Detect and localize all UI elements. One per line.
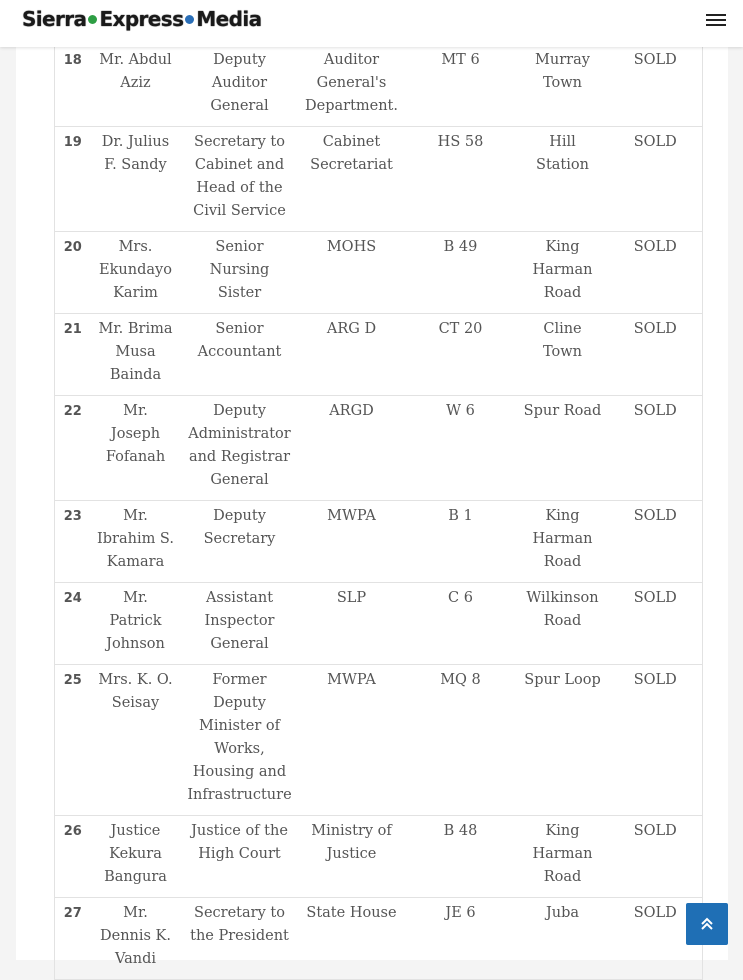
name-cell: Mr. Patrick Johnson: [91, 583, 181, 665]
position-cell: Justice of the High Court: [181, 816, 299, 898]
records-table: [54, 44, 703, 980]
name-cell: Mr. Dennis K. Vandi: [91, 898, 181, 980]
logo-dot-blue: [185, 15, 194, 24]
row-number: 26: [55, 816, 91, 898]
status-cell: SOLD: [609, 396, 703, 501]
row-number: 18: [55, 45, 91, 127]
location-cell: Spur Road: [517, 396, 609, 501]
site-header: [0, 0, 743, 47]
location-cell: King Harman Road: [517, 501, 609, 583]
row-number: 27: [55, 898, 91, 980]
location-cell: Cline Town: [517, 314, 609, 396]
plot-cell: C 6: [405, 583, 517, 665]
position-cell: Secretary to Cabinet and Head of the Civil Service: [181, 127, 299, 232]
location-cell: King Harman Road: [517, 816, 609, 898]
department-cell: SLP: [299, 583, 405, 665]
plot-cell: B 48: [405, 816, 517, 898]
department-cell: State House: [299, 898, 405, 980]
table-row: [55, 232, 703, 314]
row-number: 25: [55, 665, 91, 816]
name-cell: Mrs. K. O. Seisay: [91, 665, 181, 816]
plot-cell: B 49: [405, 232, 517, 314]
department-cell: Auditor General's Department.: [299, 45, 405, 127]
plot-cell: MT 6: [405, 45, 517, 127]
table-row: [55, 45, 703, 127]
table-row: [55, 898, 703, 980]
position-cell: Assistant Inspector General: [181, 583, 299, 665]
logo-text-media: Media: [196, 7, 262, 31]
location-cell: Juba: [517, 898, 609, 980]
table-body: [55, 45, 703, 980]
name-cell: Mrs. Ekundayo Karim: [91, 232, 181, 314]
department-cell: Cabinet Secretariat: [299, 127, 405, 232]
row-number: 20: [55, 232, 91, 314]
plot-cell: MQ 8: [405, 665, 517, 816]
status-cell: SOLD: [609, 45, 703, 127]
location-cell: Hill Station: [517, 127, 609, 232]
status-cell: SOLD: [609, 816, 703, 898]
name-cell: Dr. Julius F. Sandy: [91, 127, 181, 232]
plot-cell: B 1: [405, 501, 517, 583]
position-cell: Senior Accountant: [181, 314, 299, 396]
scroll-to-top-button[interactable]: [686, 903, 728, 945]
location-cell: Murray Town: [517, 45, 609, 127]
status-cell: SOLD: [609, 127, 703, 232]
site-logo[interactable]: [22, 6, 262, 32]
table-row: [55, 127, 703, 232]
position-cell: Secretary to the President: [181, 898, 299, 980]
row-number: 24: [55, 583, 91, 665]
article-content: [16, 0, 728, 967]
department-cell: Ministry of Justice: [299, 816, 405, 898]
location-cell: King Harman Road: [517, 232, 609, 314]
department-cell: ARGD: [299, 396, 405, 501]
plot-cell: JE 6: [405, 898, 517, 980]
status-cell: SOLD: [609, 232, 703, 314]
table-row: [55, 314, 703, 396]
status-cell: SOLD: [609, 583, 703, 665]
status-cell: SOLD: [609, 501, 703, 583]
department-cell: MWPA: [299, 665, 405, 816]
table-row: [55, 501, 703, 583]
name-cell: Mr. Abdul Aziz: [91, 45, 181, 127]
name-cell: Mr. Ibrahim S. Kamara: [91, 501, 181, 583]
row-number: 21: [55, 314, 91, 396]
position-cell: Former Deputy Minister of Works, Housing and Infrastructure: [181, 665, 299, 816]
logo-dot-green: [88, 15, 97, 24]
position-cell: Deputy Auditor General: [181, 45, 299, 127]
name-cell: Mr. Brima Musa Bainda: [91, 314, 181, 396]
hamburger-menu-icon[interactable]: [706, 12, 726, 28]
department-cell: MWPA: [299, 501, 405, 583]
position-cell: Deputy Secretary: [181, 501, 299, 583]
double-chevron-up-icon: [699, 916, 715, 932]
logo-text-express: Express: [99, 7, 184, 31]
position-cell: Senior Nursing Sister: [181, 232, 299, 314]
department-cell: MOHS: [299, 232, 405, 314]
status-cell: SOLD: [609, 665, 703, 816]
status-cell: SOLD: [609, 898, 703, 980]
table-row: [55, 396, 703, 501]
table-row: [55, 816, 703, 898]
location-cell: Wilkinson Road: [517, 583, 609, 665]
row-number: 22: [55, 396, 91, 501]
plot-cell: CT 20: [405, 314, 517, 396]
table-row: [55, 665, 703, 816]
position-cell: Deputy Administrator and Registrar General: [181, 396, 299, 501]
row-number: 19: [55, 127, 91, 232]
name-cell: Justice Kekura Bangura: [91, 816, 181, 898]
table-row: [55, 583, 703, 665]
row-number: 23: [55, 501, 91, 583]
logo-text-sierra: Sierra: [22, 7, 87, 31]
location-cell: Spur Loop: [517, 665, 609, 816]
plot-cell: HS 58: [405, 127, 517, 232]
department-cell: ARG D: [299, 314, 405, 396]
status-cell: SOLD: [609, 314, 703, 396]
plot-cell: W 6: [405, 396, 517, 501]
name-cell: Mr. Joseph Fofanah: [91, 396, 181, 501]
